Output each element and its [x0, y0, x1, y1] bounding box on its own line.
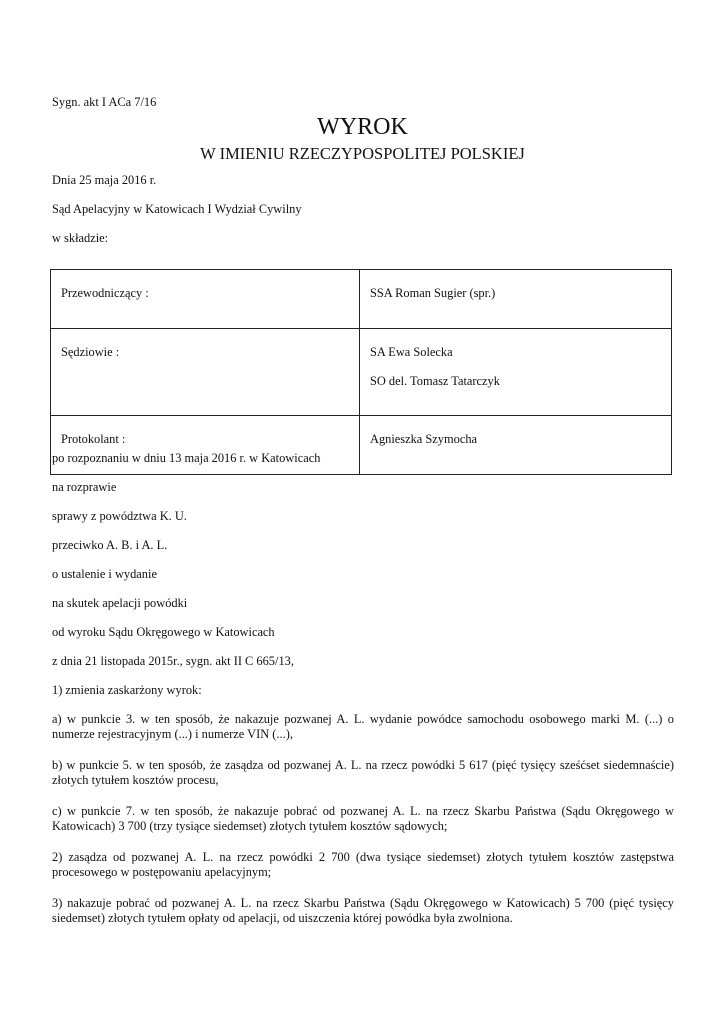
appeal-line: na skutek apelacji powódki	[52, 596, 188, 610]
lower-court-line: od wyroku Sądu Okręgowego w Katowicach	[52, 625, 275, 639]
proceedings-date: po rozpoznaniu w dniu 13 maja 2016 r. w Katowicach	[52, 451, 321, 465]
bench-row-judges	[51, 329, 672, 416]
subject-line: o ustalenie i wydanie	[52, 567, 157, 581]
bench-row-presiding	[51, 270, 672, 329]
plaintiff-line: sprawy z powództwa K. U.	[52, 509, 187, 523]
presiding-name: SSA Roman Sugier (spr.)	[360, 270, 672, 329]
court-name: Sąd Apelacyjny w Katowicach I Wydział Cywilny	[52, 202, 302, 216]
judges-label: Sędziowie :	[51, 329, 360, 416]
bench-table	[50, 269, 672, 475]
case-signature: Sygn. akt I ACa 7/16	[52, 95, 157, 109]
judges-names	[360, 329, 672, 416]
ruling-point-1c: c) w punkcie 7. w ten sposób, że nakazuje pobrać od pozwanej A. L. na rzecz Skarbu Państwa (Sądu Okręgowego w Katowicach) 3 700 (trzy tysiące siedemset) złotych tytułem kosztów sądowych;	[52, 804, 674, 834]
composition-label: w składzie:	[52, 231, 109, 245]
judgment-date: Dnia 25 maja 2016 r.	[52, 173, 157, 187]
document-title: WYROK	[317, 114, 408, 140]
ruling-point-1b: b) w punkcie 5. w ten sposób, że zasądza od pozwanej A. L. na rzecz powódki 5 617 (pięć tysięcy sześćset siedemnaście) złotych tytułem kosztów procesu,	[52, 758, 674, 788]
document-subtitle: W IMIENIU RZECZYPOSPOLITEJ POLSKIEJ	[200, 144, 525, 163]
judge-name-2: SO del. Tomasz Tatarczyk	[370, 374, 500, 389]
lower-judgment-line: z dnia 21 listopada 2015r., sygn. akt II C 665/13,	[52, 654, 294, 668]
clerk-label: Protokolant :	[51, 416, 360, 475]
ruling-point-2: 2) zasądza od pozwanej A. L. na rzecz powódki 2 700 (dwa tysiące siedemset) złotych tytułem kosztów zastępstwa procesowego w postępowaniu apelacyjnym;	[52, 850, 674, 880]
ruling-point-3: 3) nakazuje pobrać od pozwanej A. L. na rzecz Skarbu Państwa (Sądu Okręgowego w Katowicach) 5 700 (pięć tysięcy siedemset) złotych tytułem opłaty od apelacji, od uiszczenia której powódka była zwolniona.	[52, 896, 674, 926]
clerk-name: Agnieszka Szymocha	[360, 416, 672, 475]
ruling-point-1a: a) w punkcie 3. w ten sposób, że nakazuje pozwanej A. L. wydanie powódce samochodu osobowego marki M. (...) o numerze rejestracyjnym (...) i numerze VIN (...),	[52, 712, 674, 742]
defendants-line: przeciwko A. B. i A. L.	[52, 538, 168, 552]
judge-name-1: SA Ewa Solecka	[370, 345, 453, 359]
ruling-point-1: 1) zmienia zaskarżony wyrok:	[52, 683, 202, 697]
presiding-label: Przewodniczący :	[51, 270, 360, 329]
proceedings-mode: na rozprawie	[52, 480, 117, 494]
